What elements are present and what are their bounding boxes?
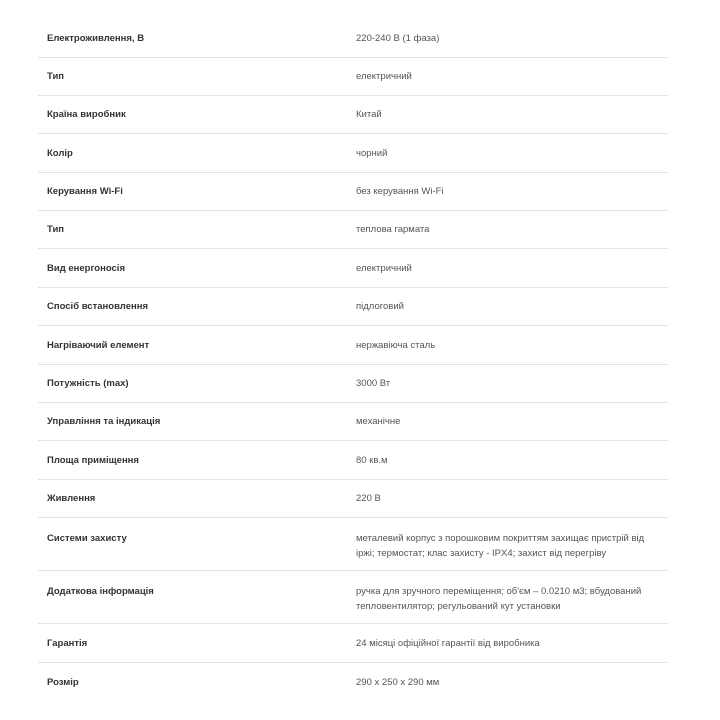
spec-label: Розмір bbox=[47, 676, 79, 688]
specifications-table bbox=[38, 19, 668, 701]
spec-label: Тип bbox=[47, 224, 65, 235]
spec-row bbox=[38, 571, 668, 624]
spec-row bbox=[38, 173, 668, 211]
spec-row bbox=[38, 134, 668, 173]
spec-value: 3000 Вт bbox=[356, 378, 391, 389]
spec-value: механічне bbox=[356, 416, 401, 427]
spec-value: ручка для зручного переміщення; об'єм – 0.0210 м3; вбудований тепловентилятор; регульований кут установки bbox=[356, 586, 642, 612]
spec-row bbox=[38, 211, 668, 249]
spec-label: Колір bbox=[47, 147, 73, 159]
spec-label: Тип bbox=[47, 71, 65, 82]
spec-label: Керування Wi-Fi bbox=[47, 186, 123, 197]
spec-row bbox=[38, 19, 668, 58]
spec-row bbox=[38, 663, 668, 701]
spec-value: без керування Wi-Fi bbox=[356, 186, 444, 197]
spec-row bbox=[38, 58, 668, 96]
spec-value: електричний bbox=[356, 262, 412, 274]
spec-label: Додаткова інформація bbox=[47, 586, 154, 597]
spec-value: підлоговий bbox=[356, 301, 404, 312]
spec-row bbox=[38, 288, 668, 326]
spec-row bbox=[38, 249, 668, 288]
spec-label: Електроживлення, В bbox=[47, 32, 145, 44]
spec-value: електричний bbox=[356, 71, 412, 82]
spec-label: Живлення bbox=[47, 493, 96, 504]
spec-label: Гарантія bbox=[47, 637, 88, 649]
spec-label: Управління та індикація bbox=[47, 416, 161, 427]
spec-row bbox=[38, 624, 668, 663]
spec-value: 24 місяці офіційної гарантії від виробника bbox=[356, 637, 540, 649]
spec-value: 80 кв.м bbox=[356, 454, 388, 466]
spec-row bbox=[38, 441, 668, 480]
spec-label: Системи захисту bbox=[47, 533, 127, 544]
spec-row bbox=[38, 480, 668, 518]
spec-row bbox=[38, 518, 668, 571]
spec-row bbox=[38, 96, 668, 134]
spec-value: Китай bbox=[356, 109, 382, 120]
spec-value: чорний bbox=[356, 147, 388, 159]
spec-label: Потужність (max) bbox=[47, 378, 129, 389]
spec-label: Площа приміщення bbox=[47, 454, 139, 466]
spec-value: теплова гармата bbox=[356, 224, 430, 235]
spec-row bbox=[38, 403, 668, 441]
spec-row bbox=[38, 326, 668, 365]
spec-label: Вид енергоносія bbox=[47, 262, 125, 274]
spec-label: Спосіб встановлення bbox=[47, 301, 148, 312]
spec-row bbox=[38, 365, 668, 403]
spec-value: 220-240 В (1 фаза) bbox=[356, 32, 440, 44]
spec-label: Країна виробник bbox=[47, 109, 126, 120]
spec-value: металевий корпус з порошковим покриттям захищає пристрій від іржі; термостат; клас захисту - IPX4; захист від перегріву bbox=[356, 533, 645, 559]
spec-label: Нагріваючий елемент bbox=[47, 339, 150, 351]
spec-value: нержавіюча сталь bbox=[356, 339, 436, 351]
spec-value: 220 В bbox=[356, 493, 381, 504]
spec-value: 290 x 250 x 290 мм bbox=[356, 676, 440, 688]
